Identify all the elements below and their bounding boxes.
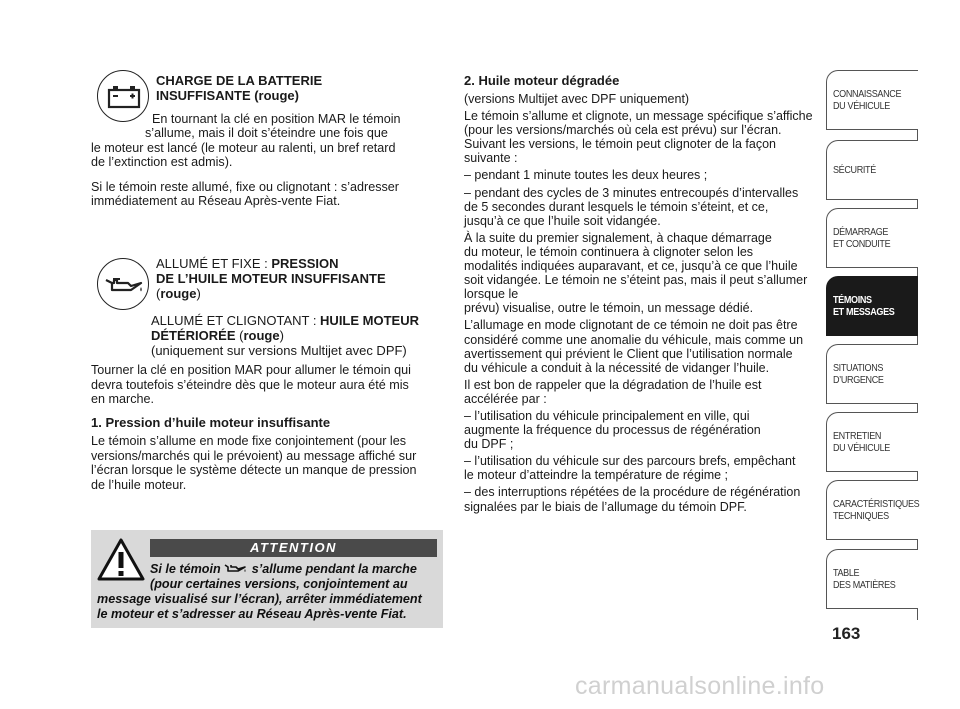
tab-label-line: DU VÉHICULE bbox=[833, 100, 890, 112]
watermark: carmanualsonline.info bbox=[575, 672, 825, 700]
text-line: modalités indiquées auparavant, et ce, jusqu’à ce que l’huile bbox=[464, 259, 798, 274]
tab-label-line: TABLE bbox=[833, 567, 860, 579]
tab-label-line: ET MESSAGES bbox=[833, 306, 895, 318]
pression-paragraph: Le témoin s’allume en mode fixe conjointement (pour les versions/marchés qui le prévoient) au message affiché sur l’écran lorsque le système détecte un manque de pression de l’huile moteur. bbox=[91, 434, 417, 492]
tab-label-line: ET CONDUITE bbox=[833, 238, 891, 250]
text-line: du DPF ; bbox=[464, 437, 514, 452]
text-line: (versions Multijet avec DPF uniquement) bbox=[464, 92, 690, 106]
text-line: accélérée par : bbox=[464, 391, 547, 406]
text-line: le moteur d’atteindre la température de régime ; bbox=[464, 468, 729, 483]
page-number: 163 bbox=[832, 624, 861, 643]
battery-text: s’allume, mais il doit s’éteindre une fois que bbox=[145, 126, 388, 140]
chapter-tab-label bbox=[833, 481, 919, 539]
chapter-tab-label bbox=[833, 141, 876, 199]
oil-clignotant-block: ALLUMÉ ET CLIGNOTANT : HUILE MOTEUR DÉTÉRIORÉE (rouge) (uniquement sur versions Multijet avec DPF) bbox=[151, 313, 419, 358]
tab-label-line: CARACTÉRISTIQUES bbox=[833, 498, 920, 510]
tab-label-line: TECHNIQUES bbox=[833, 510, 889, 522]
tab-label-line: DES MATIÈRES bbox=[833, 579, 896, 591]
chapter-tab-label bbox=[833, 277, 894, 335]
attention-line-3: message visualisé sur l’écran), arrêter immédiatement bbox=[97, 592, 422, 606]
attention-header: ATTENTION bbox=[150, 539, 437, 557]
text-line: – l’utilisation du véhicule sur des parcours brefs, empêchant bbox=[464, 454, 796, 469]
attention-line-2: (pour certaines versions, conjointement au bbox=[150, 577, 408, 591]
text-line: de 5 secondes durant lesquels le témoin s’éteint, et ce, bbox=[464, 199, 769, 214]
text-line: signalées par le biais de l’allumage du témoin DPF. bbox=[464, 499, 747, 514]
text-line: – l’utilisation du véhicule principalement en ville, qui bbox=[464, 408, 750, 423]
attention-line-1: Si le témoin s’allume pendant la marche bbox=[150, 562, 417, 576]
text-line: avertissement qui prévient le Client que l’utilisation normale bbox=[464, 346, 793, 361]
battery-text: de l’extinction est admis). bbox=[91, 155, 233, 169]
chapter-tab-label bbox=[833, 550, 895, 608]
battery-paragraph: Si le témoin reste allumé, fixe ou clignotant : s’adresser bbox=[91, 180, 399, 194]
section-heading-degradee: 2. Huile moteur dégradée bbox=[464, 73, 620, 88]
text-line: prévu) visualise, outre le témoin, un message dédié. bbox=[464, 301, 754, 316]
oil-intro-paragraph: Tourner la clé en position MAR pour allumer le témoin qui devra toutefois s’éteindre dès que le moteur aura été mis en marche. bbox=[91, 363, 411, 407]
text-line: Le témoin s’allume et clignote, un message spécifique s’affiche bbox=[464, 109, 813, 124]
chapter-tab[interactable] bbox=[826, 276, 918, 336]
chapter-tab-label bbox=[833, 71, 901, 129]
tab-label-line: DU VÉHICULE bbox=[833, 442, 890, 454]
oil-fixe-block: ALLUMÉ ET FIXE : PRESSION DE L’HUILE MOTEUR INSUFFISANTE (rouge) bbox=[156, 256, 386, 301]
tab-label-line: D’URGENCE bbox=[833, 374, 884, 386]
warning-triangle-icon bbox=[96, 537, 146, 588]
chapter-tab[interactable] bbox=[826, 549, 918, 609]
battery-text: le moteur est lancé (le moteur au ralenti, un bref retard bbox=[91, 141, 396, 155]
chapter-tab-label bbox=[833, 209, 890, 267]
chapter-tab[interactable] bbox=[826, 140, 918, 200]
battery-paragraph: immédiatement au Réseau Après-vente Fiat. bbox=[91, 194, 341, 208]
degradee-text-column bbox=[464, 92, 819, 514]
battery-warning-icon bbox=[97, 70, 149, 122]
chapter-tab[interactable] bbox=[826, 70, 918, 130]
oil-pressure-icon bbox=[224, 562, 248, 574]
text-line: – des interruptions répétées de la procédure de régénération bbox=[464, 485, 801, 500]
chapter-tab-label bbox=[833, 413, 890, 471]
section-heading-pression: 1. Pression d’huile moteur insuffisante bbox=[91, 415, 331, 430]
text-line: du véhicule a conduit à la nécessité de vidanger l’huile. bbox=[464, 360, 770, 375]
chapter-tab[interactable] bbox=[826, 412, 918, 472]
text-line: L’allumage en mode clignotant de ce témoin ne doit pas être bbox=[464, 318, 798, 333]
text-line: jusqu’à ce que l’huile soit vidangée. bbox=[464, 213, 661, 228]
oil-pressure-icon bbox=[97, 258, 149, 310]
battery-text: En tournant la clé en position MAR le témoin bbox=[152, 112, 401, 126]
tab-label-line: ENTRETIEN bbox=[833, 430, 882, 442]
chapter-tab[interactable] bbox=[826, 344, 918, 404]
battery-title: CHARGE DE LA BATTERIE INSUFFISANTE (rouge) bbox=[156, 73, 323, 103]
tab-label-line: DÉMARRAGE bbox=[833, 226, 889, 238]
chapter-tab-label bbox=[833, 345, 884, 403]
text-line: suivante : bbox=[464, 151, 518, 166]
text-line: – pendant des cycles de 3 minutes entrecoupés d’intervalles bbox=[464, 185, 799, 200]
text-line: À la suite du premier signalement, à chaque démarrage bbox=[464, 230, 772, 245]
attention-line-4: le moteur et s’adresser au Réseau Après-vente Fiat. bbox=[97, 607, 407, 621]
tab-label-line: TÉMOINS bbox=[833, 294, 872, 306]
tab-label-line: SITUATIONS bbox=[833, 362, 884, 374]
text-line: considéré comme une anomalie du véhicule, mais comme un bbox=[464, 332, 804, 347]
text-line: soit vidangée. Le témoin ne s’éteint pas, mais il peut s’allumer lorsque le bbox=[464, 273, 808, 302]
text-line: (pour les versions/marchés où cela est prévu) sur l’écran. bbox=[464, 123, 782, 138]
text-line: – pendant 1 minute toutes les deux heures ; bbox=[464, 168, 708, 183]
text-line: Suivant les versions, le témoin peut clignoter de la façon bbox=[464, 137, 776, 152]
chapter-tab[interactable] bbox=[826, 480, 918, 540]
text-line: Il est bon de rappeler que la dégradation de l’huile est bbox=[464, 377, 762, 392]
text-line: du moteur, le témoin continuera à clignoter selon les bbox=[464, 244, 754, 259]
tab-label-line: CONNAISSANCE bbox=[833, 88, 902, 100]
tab-label-line: SÉCURITÉ bbox=[833, 164, 876, 176]
chapter-tab[interactable] bbox=[826, 208, 918, 268]
text-line: augmente la fréquence du processus de régénération bbox=[464, 423, 761, 438]
